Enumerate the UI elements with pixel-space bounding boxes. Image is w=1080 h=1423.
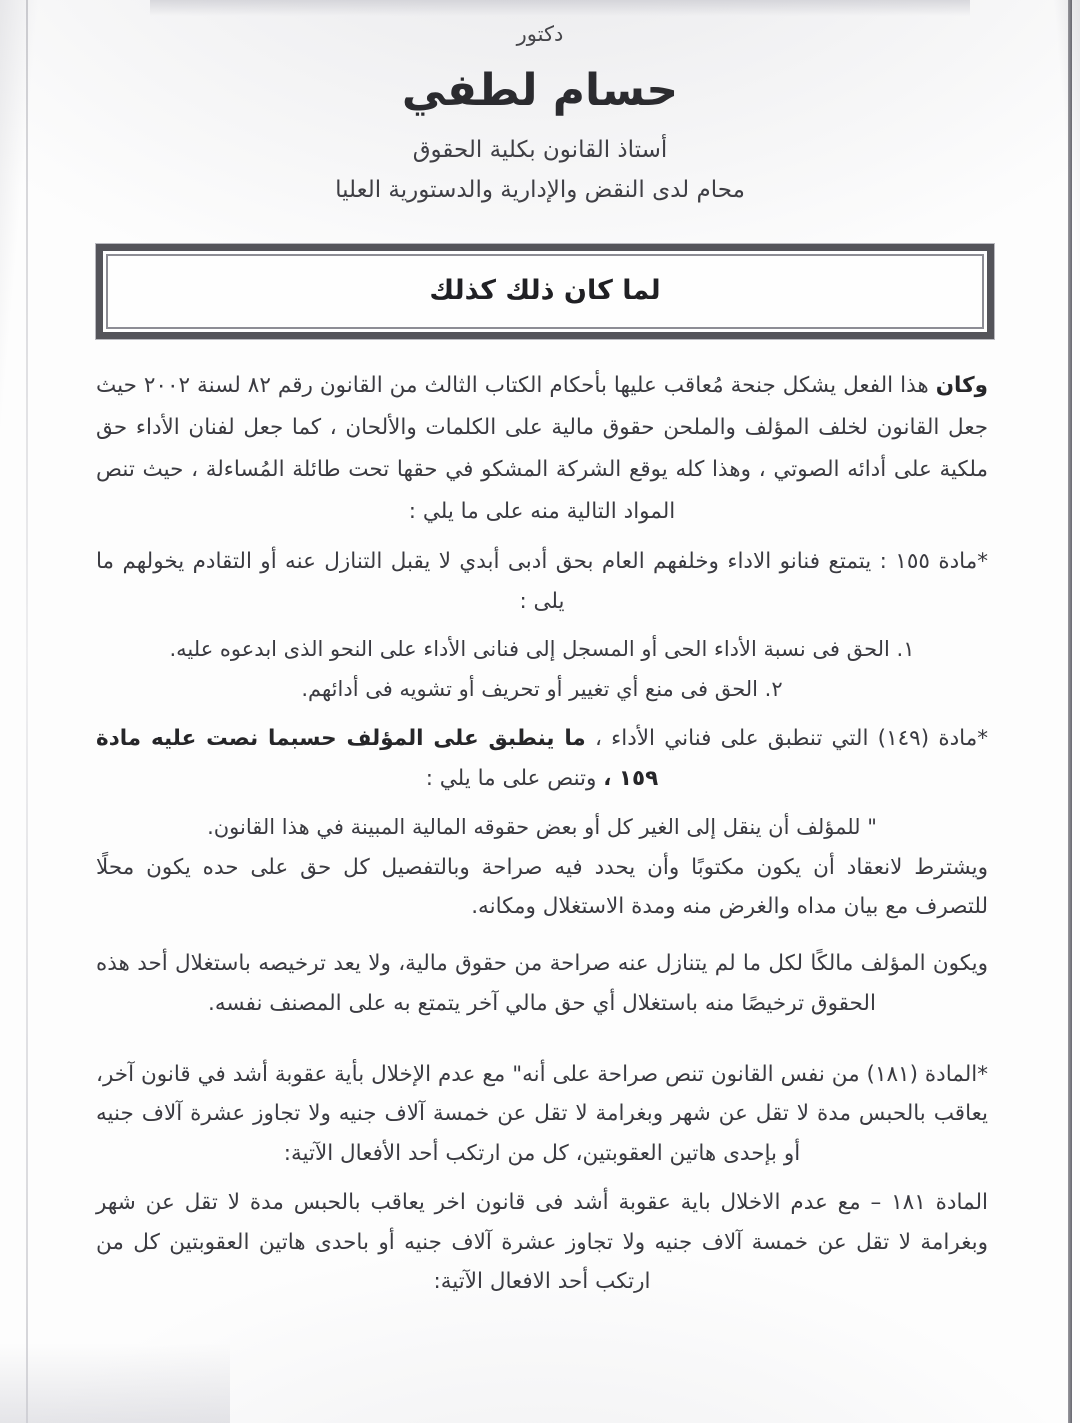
article-149-heading bbox=[96, 719, 988, 799]
article-155-item-2: ٢. الحق فى منع أي تغيير أو تحريف أو تشويه فى أدائهم. bbox=[301, 677, 783, 702]
article-149-bold-part: ما ينطبق على المؤلف حسبما نصت عليه مادة ١٥٩ ، bbox=[96, 726, 659, 791]
framed-heading-text: لما كان ذلك كذلك bbox=[429, 275, 661, 307]
article-149-prefix: *مادة (١٤٩) التي تنطبق على فناني الأداء ، bbox=[585, 726, 989, 752]
article-155-heading: *مادة ١٥٥ : يتمتع فنانو الاداء وخلفهم العام بحق أدبى أبدي لا يقبل التنازل عنه أو التقادم يخولهم ما يلى : bbox=[96, 548, 989, 614]
letterhead-subtitle-lawyer: محام لدى النقض والإدارية والدستورية العليا bbox=[335, 177, 745, 204]
article-181-intro-paragraph: *المادة (١٨١) من نفس القانون تنص صراحة على أنه" مع عدم الإخلال بأية عقوبة أشد في قانون آخر، يعاقب بالحبس مدة لا تقل عن شهر وبغرامة لا تقل عن خمسة آلاف جنيه ولا تجاوز عشرة آلاف جنيه أو بإحدى هاتين العقوبتين، كل من ارتكب أحد الأفعال الآتية: bbox=[96, 1061, 988, 1167]
article-149-ownership-paragraph: ويكون المؤلف مالكًا لكل ما لم يتنازل عنه صراحة من حقوق مالية، ولا يعد ترخيصه باستغلال أحد هذه الحقوق ترخيصًا منه باستغلال أي حق مالي آخر يتمتع به على المصنف نفسه. bbox=[96, 951, 988, 1016]
article-149-condition-paragraph: ويشترط لانعقاد أن يكون مكتوبًا وأن يحدد فيه صراحة وبالتفصيل كل حق على حده يكون محلًا للتصرف مع بيان مداه والغرض منه ومدة الاستغلال ومكانه. bbox=[96, 854, 988, 920]
letterhead-name: حسام لطفي bbox=[401, 65, 679, 117]
letterhead bbox=[0, 0, 1080, 205]
article-155-item-1: ١. الحق فى نسبة الأداء الحى أو المسجل إلى فنانى الأداء على النحو الذى ابدعوه عليه. bbox=[169, 637, 915, 662]
article-181-text-paragraph: المادة ١٨١ – مع عدم الاخلال باية عقوبة أشد فى قانون اخر يعاقب بالحبس مدة لا تقل عن شهر وبغرامة لا تقل عن خمسة آلاف جنيه ولا تجاوز عشرة آلاف جنيه أو باحدى هاتين العقوبتين كل من ارتكب أحد الافعال الآتية: bbox=[96, 1189, 988, 1295]
document-body bbox=[96, 339, 988, 1302]
article-149-quote-line: " للمؤلف أن ينقل إلى الغير كل أو بعض حقوقه المالية المبينة في هذا القانون. bbox=[207, 814, 877, 839]
framed-heading-box bbox=[96, 244, 994, 339]
article-149-suffix: وتنص على ما يلي : bbox=[425, 765, 604, 791]
opening-paragraph-rest: هذا الفعل يشكل جنحة مُعاقب عليها بأحكام الكتاب الثالث من القانون رقم ٨٢ لسنة ٢٠٠٢ حيث جعل القانون لخلف المؤلف والملحن حقوق مالية على الكلمات والألحان ، كما جعل لفنان الأداء حق ملكية على أدائه الصوتي ، وهذا كله يوقع الشركة المشكو في حقها تحت طائلة المُساءلة ، حيث تنص المواد التالية منه على ما يلي : bbox=[96, 373, 988, 524]
scan-shadow-bottom bbox=[0, 1343, 230, 1423]
framed-heading-inner bbox=[106, 254, 984, 329]
opening-paragraph bbox=[96, 365, 988, 533]
letterhead-subtitle-professor: أستاذ القانون بكلية الحقوق bbox=[412, 136, 668, 163]
letterhead-doctor-label: دكتور bbox=[516, 22, 564, 46]
opening-paragraph-lead: وكان bbox=[935, 373, 988, 399]
